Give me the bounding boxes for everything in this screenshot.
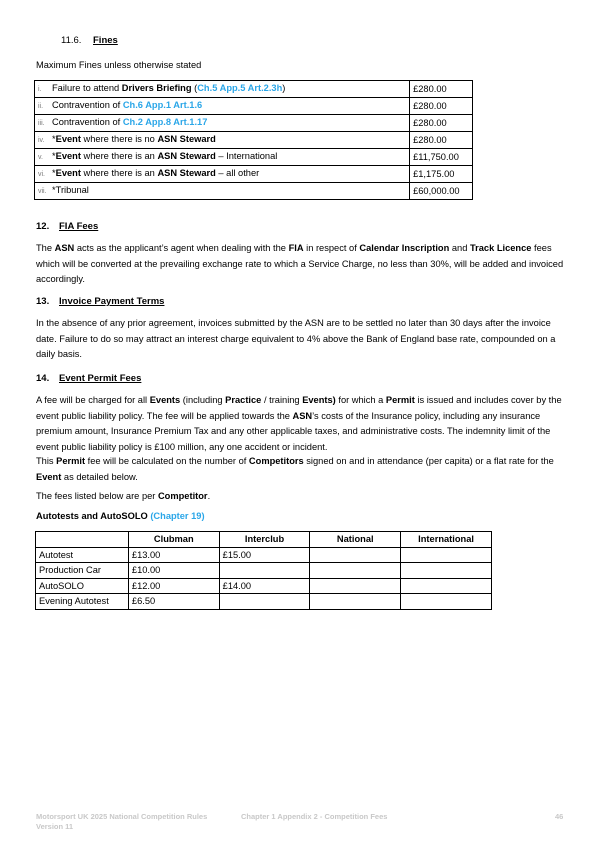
text-run: as detailed below.	[61, 471, 138, 482]
fine-description	[35, 183, 410, 200]
fine-amount: £280.00	[410, 115, 473, 132]
text-run: Contravention of	[52, 117, 123, 127]
fine-amount: £280.00	[410, 81, 473, 98]
section-heading-fia-fees	[36, 221, 98, 232]
event-type: Production Car	[36, 563, 129, 579]
text-run: fees which will be converted at the prevailing exchange rate to which a Service Charge, no less than 30%, will be added and invoiced accordingly.	[36, 243, 564, 284]
column-header: Clubman	[128, 532, 219, 548]
roman-numeral: iii.	[38, 120, 45, 127]
fine-amount: £60,000.00	[410, 183, 473, 200]
roman-numeral: vii.	[38, 188, 47, 195]
bold-term: ASN Steward	[157, 134, 216, 144]
fine-amount: £280.00	[410, 98, 473, 115]
text-run: and	[449, 243, 470, 253]
column-header: Interclub	[219, 532, 310, 548]
bold-term: Permit	[385, 395, 415, 405]
footer-doc-info	[36, 812, 207, 832]
bold-term: Drivers Briefing	[121, 83, 192, 93]
permit-fees-paragraph-2	[36, 454, 566, 485]
column-header: National	[310, 532, 401, 548]
text-run: – all other	[215, 168, 260, 178]
bold-term: Permit	[56, 456, 86, 466]
fine-row	[35, 81, 473, 98]
roman-numeral: ii.	[38, 103, 44, 110]
bold-term: Events	[149, 395, 181, 405]
fine-description	[35, 81, 410, 98]
fine-description	[35, 166, 410, 183]
section-number: 12.	[36, 221, 50, 232]
text-run: where there is an	[80, 151, 158, 161]
fines-table	[34, 80, 473, 200]
fine-row	[35, 166, 473, 183]
text-run: fee will be calculated on the number of	[85, 456, 249, 466]
section-number: 13.	[36, 296, 50, 307]
bold-term: Track Licence	[469, 243, 532, 253]
fee-cell: £15.00	[219, 547, 310, 563]
text-run: (	[191, 83, 198, 93]
bold-term: Event	[55, 134, 81, 144]
subsection-title: Fines	[93, 35, 118, 46]
page-number: 46	[555, 812, 564, 821]
text-run: )	[282, 83, 286, 93]
fine-description	[35, 115, 410, 132]
text-run: – International	[215, 151, 278, 161]
subsection-number: 11.6.	[61, 35, 82, 46]
bold-term: Competitor	[157, 491, 208, 501]
fee-cell	[310, 578, 401, 594]
event-type: AutoSOLO	[36, 578, 129, 594]
fee-cell	[401, 563, 492, 579]
autotests-subheading	[36, 509, 566, 525]
fee-cell	[310, 547, 401, 563]
text-run: ’s costs of the Insurance policy, including any insurance premium amount, Insurance Premium Tax and any other applicable taxes, and administrative costs. The indemnity limit of the event public liability policy is £100 million, any one accident or incident.	[36, 410, 551, 452]
text-run: This	[36, 456, 57, 466]
fee-cell: £13.00	[128, 547, 219, 563]
section-heading-invoice-payment-terms	[36, 296, 164, 307]
text-run: *	[52, 168, 56, 178]
per-competitor-note	[36, 489, 566, 505]
fee-cell: £6.50	[128, 594, 219, 610]
text-run: A fee will be charged for all	[36, 395, 150, 405]
bold-term: FIA	[288, 243, 304, 253]
text-run: *Tribunal	[52, 185, 89, 195]
text-run: is issued and includes cover by the event public liability policy. The fee will be applied towards the	[36, 395, 562, 421]
fine-row	[35, 132, 473, 149]
text-run: signed on and in attendance (per capita) or a flat rate for the	[303, 456, 554, 466]
fine-amount: £1,175.00	[410, 166, 473, 183]
fine-row	[35, 98, 473, 115]
bold-term: Competitors	[248, 456, 304, 466]
event-type: Evening Autotest	[36, 594, 129, 610]
fee-cell: £14.00	[219, 578, 310, 594]
fine-description	[35, 132, 410, 149]
bold-term: Event	[55, 151, 81, 161]
fine-row	[35, 115, 473, 132]
bold-term: Event	[36, 471, 62, 482]
roman-numeral: i.	[38, 86, 42, 93]
text-run: In the absence of any prior agreement, invoices submitted by the ASN are to be settled no later than 30 days after the invoice date. Failure to do so may attract an interest charge equivalent to 4% above the Bank of England base rate, compounded on a daily basis.	[36, 318, 556, 359]
fee-cell	[401, 594, 492, 610]
roman-numeral: iv.	[38, 137, 45, 144]
footer-chapter: Chapter 1 Appendix 2 - Competition Fees	[241, 812, 388, 821]
fee-cell	[310, 563, 401, 579]
bold-term: ASN Steward	[157, 168, 216, 178]
rule-reference-link[interactable]: Ch.2 App.8 Art.1.17	[122, 117, 208, 127]
text-run: acts as the applicant’s agent when dealing with the	[74, 243, 289, 253]
roman-numeral: v.	[38, 154, 43, 161]
column-header	[36, 532, 129, 548]
fee-cell	[401, 547, 492, 563]
fee-row	[36, 578, 492, 594]
fee-row	[36, 594, 492, 610]
fee-cell	[401, 578, 492, 594]
footer-version: Version 11	[36, 822, 74, 831]
fine-amount: £280.00	[410, 132, 473, 149]
autotest-fees-table	[35, 531, 492, 610]
event-type: Autotest	[36, 547, 129, 563]
text-run: (including	[180, 395, 226, 405]
fee-cell	[219, 594, 310, 610]
fine-description	[35, 98, 410, 115]
bold-term: ASN	[54, 243, 75, 253]
text-run: Failure to attend	[52, 83, 122, 93]
fee-cell	[219, 563, 310, 579]
text-run: *	[52, 134, 56, 144]
text-run: / training	[261, 395, 303, 405]
text-run: The	[36, 243, 55, 253]
text-run: The fees listed below are per	[36, 491, 158, 501]
section-title: FIA Fees	[59, 221, 99, 232]
fee-cell: £10.00	[128, 563, 219, 579]
bold-term: Events)	[302, 395, 336, 405]
bold-term: Autotests and AutoSOLO	[36, 511, 151, 521]
fine-row	[35, 183, 473, 200]
rule-reference-link[interactable]: Ch.5 App.5 Art.2.3h	[197, 83, 283, 93]
fine-amount: £11,750.00	[410, 149, 473, 166]
subsection-heading-fines	[61, 35, 118, 46]
column-header: International	[401, 532, 492, 548]
fee-row	[36, 563, 492, 579]
text-run: Contravention of	[52, 100, 123, 110]
text-run: .	[207, 491, 211, 501]
bold-term: ASN Steward	[157, 151, 216, 161]
bold-term: Calendar Inscription	[359, 243, 450, 253]
text-run: *	[52, 151, 56, 161]
bold-term: Practice	[225, 395, 262, 405]
fee-cell: £12.00	[128, 578, 219, 594]
fee-row	[36, 547, 492, 563]
text-run: where there is no	[80, 134, 158, 144]
fees-table-header-row	[36, 532, 492, 548]
roman-numeral: vi.	[38, 171, 45, 178]
permit-fees-paragraph-1	[36, 393, 566, 455]
rule-reference-link[interactable]: (Chapter 19)	[150, 511, 205, 521]
text-run: where there is an	[80, 168, 158, 178]
fine-row	[35, 149, 473, 166]
section-title: Invoice Payment Terms	[59, 296, 165, 307]
fine-description	[35, 149, 410, 166]
bold-term: ASN	[292, 410, 313, 421]
fia-fees-paragraph	[36, 241, 566, 288]
rule-reference-link[interactable]: Ch.6 App.1 Art.1.6	[122, 100, 203, 110]
section-heading-event-permit-fees	[36, 373, 141, 384]
bold-term: Event	[55, 168, 81, 178]
text-run: for which a	[335, 395, 386, 405]
text-run: in respect of	[303, 243, 360, 253]
section-number: 14.	[36, 373, 50, 384]
footer-doc-title: Motorsport UK 2025 National Competition Rules	[36, 812, 208, 821]
fines-intro: Maximum Fines unless otherwise stated	[36, 60, 202, 70]
invoice-terms-paragraph	[36, 316, 566, 363]
fee-cell	[310, 594, 401, 610]
section-title: Event Permit Fees	[59, 373, 142, 384]
